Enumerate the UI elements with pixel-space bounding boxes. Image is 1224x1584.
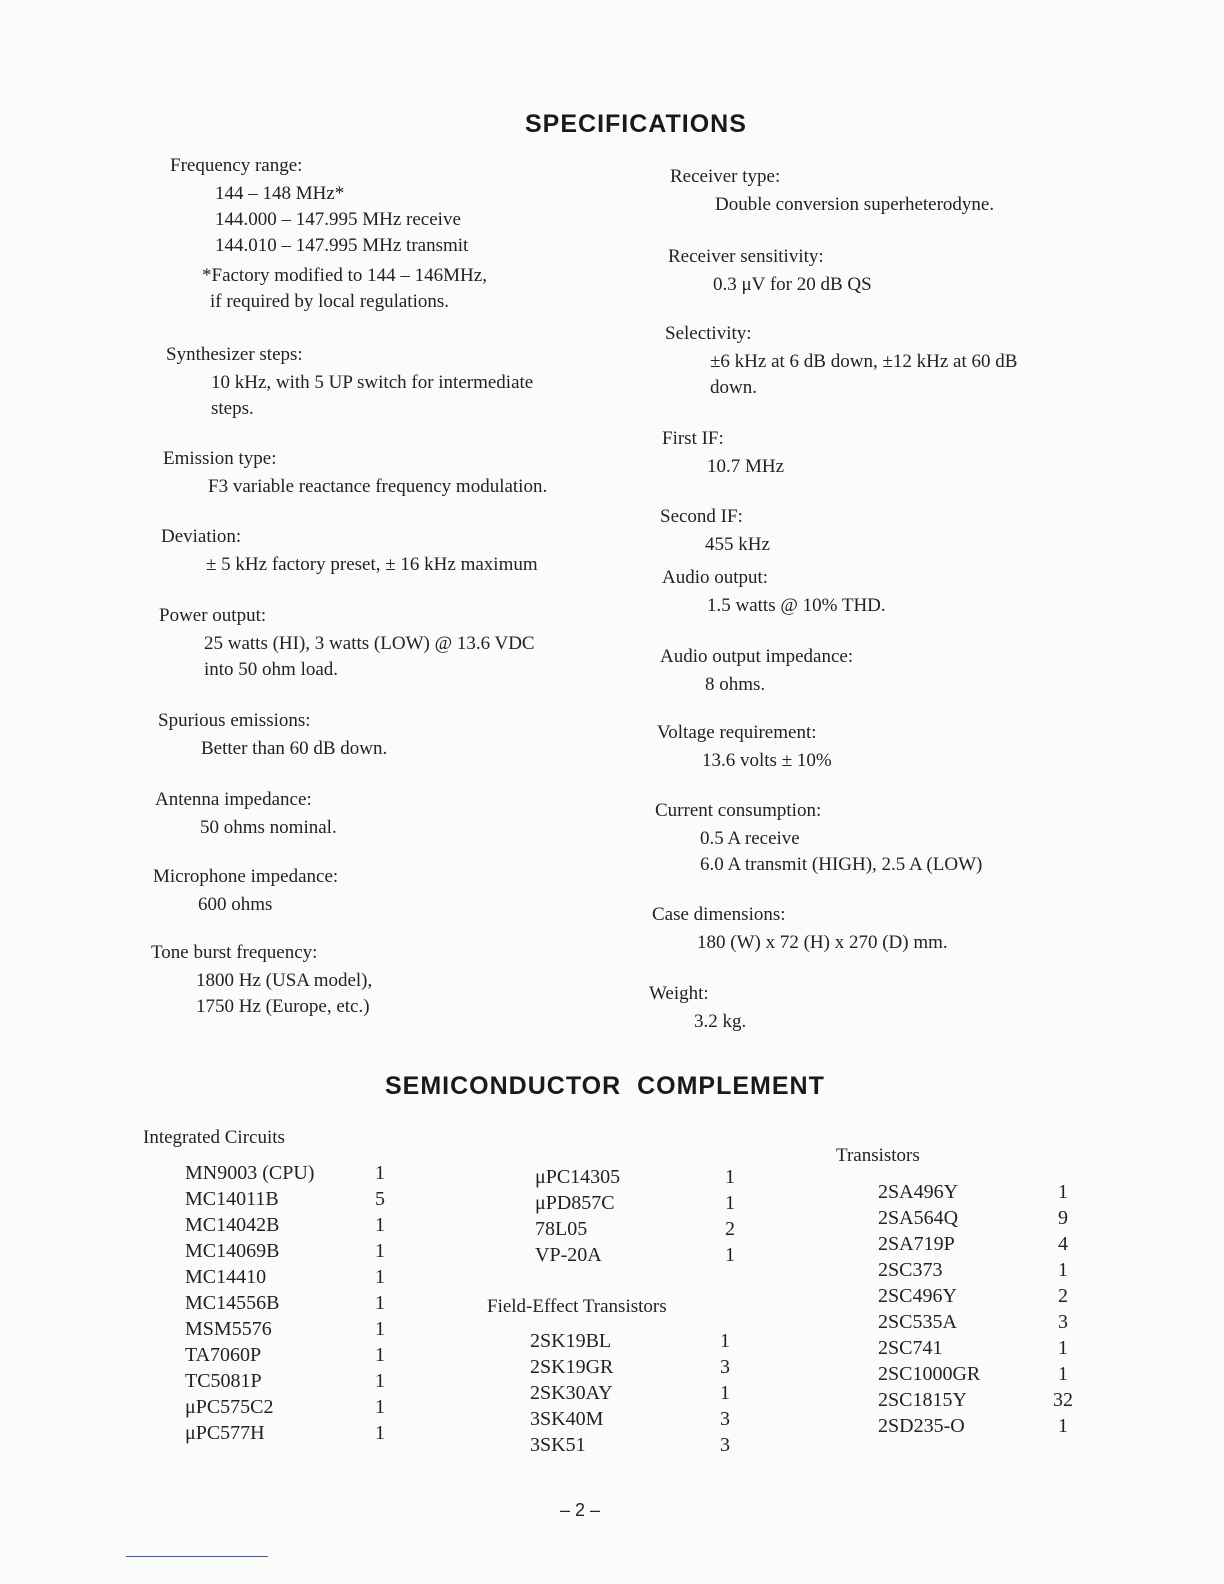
ic-list-2 [535,1164,735,1268]
list-item: 2SD235-O 1 [878,1415,1068,1437]
list-item: 2SC535A 3 [878,1311,1068,1333]
list-item: 2SA496Y 1 [878,1181,1068,1203]
spec-synthesizer-steps: Synthesizer steps: 10 kHz, with 5 UP switch for intermediate steps. [166,344,534,419]
list-item: 2SA564Q 9 [878,1207,1068,1229]
ic-list [185,1160,385,1446]
list-item: 3SK40M 3 [530,1408,730,1430]
list-item: 2SC1000GR 1 [878,1363,1068,1385]
spec-case-dimensions: Case dimensions: 180 (W) x 72 (H) x 270 (D) mm. [652,904,948,953]
list-item: MSM5576 1 [185,1318,385,1340]
semiconductor-title: SEMICONDUCTOR COMPLEMENT [385,1072,825,1100]
transistor-list [878,1179,1076,1439]
spec-power-output: Power output: 25 watts (HI), 3 watts (LOW) @ 13.6 VDC into 50 ohm load. [159,605,535,680]
list-item: VP-20A 1 [535,1244,735,1266]
list-item: 2SC373 1 [878,1259,1068,1281]
page-number: – 2 – [560,1500,601,1520]
list-item: μPC577H 1 [185,1422,385,1444]
footer-rule [126,1556,268,1557]
spec-voltage-requirement: Voltage requirement: 13.6 volts ± 10% [657,722,832,771]
list-item: 2SK30AY 1 [530,1382,730,1404]
spec-frequency-range: Frequency range: 144 – 148 MHz* 144.000 – 147.995 MHz receive 144.010 – 147.995 MHz transmit *Factory modified to 144 – 146MHz, if required by local regulations. [170,155,487,312]
spec-tone-burst: Tone burst frequency: 1800 Hz (USA model), 1750 Hz (Europe, etc.) [151,942,373,1017]
specifications-title: SPECIFICATIONS [525,110,747,138]
list-item: μPC575C2 1 [185,1396,385,1418]
list-item: TC5081P 1 [185,1370,385,1392]
ic-group-label: Integrated Circuits [143,1127,285,1148]
list-item: TA7060P 1 [185,1344,385,1366]
list-item: MC14069B 1 [185,1240,385,1262]
list-item: 2SA719P 4 [878,1233,1068,1255]
list-item: μPC14305 1 [535,1166,735,1188]
spec-audio-output: Audio output: 1.5 watts @ 10% THD. [662,567,886,616]
list-item: 2SK19GR 3 [530,1356,730,1378]
transistor-group-label: Transistors [836,1145,920,1166]
fet-group-label: Field-Effect Transistors [487,1296,667,1317]
list-item: MC14042B 1 [185,1214,385,1236]
list-item: 3SK51 3 [530,1434,730,1456]
fet-list [530,1328,730,1458]
spec-deviation: Deviation: ± 5 kHz factory preset, ± 16 kHz maximum [161,526,538,575]
list-item: μPD857C 1 [535,1192,735,1214]
spec-selectivity: Selectivity: ±6 kHz at 6 dB down, ±12 kHz at 60 dB down. [665,323,1018,398]
spec-antenna-impedance: Antenna impedance: 50 ohms nominal. [155,789,337,838]
list-item: 2SC496Y 2 [878,1285,1068,1307]
list-item: 2SC1815Y 32 [878,1389,1073,1411]
list-item: 2SC741 1 [878,1337,1068,1359]
spec-receiver-type: Receiver type: Double conversion superheterodyne. [670,166,995,215]
list-item: MN9003 (CPU) 1 [185,1162,385,1184]
spec-audio-output-impedance: Audio output impedance: 8 ohms. [660,646,854,695]
spec-microphone-impedance: Microphone impedance: 600 ohms [153,866,339,915]
spec-first-if: First IF: 10.7 MHz [662,428,785,477]
list-item: MC14410 1 [185,1266,385,1288]
list-item: MC14556B 1 [185,1292,385,1314]
spec-receiver-sensitivity: Receiver sensitivity: 0.3 μV for 20 dB QS [668,246,872,295]
list-item: MC14011B 5 [185,1188,385,1210]
list-item: 2SK19BL 1 [530,1330,730,1352]
list-item: 78L05 2 [535,1218,735,1240]
spec-emission-type: Emission type: F3 variable reactance frequency modulation. [163,448,548,497]
spec-spurious-emissions: Spurious emissions: Better than 60 dB down. [158,710,388,759]
spec-weight: Weight: 3.2 kg. [649,983,747,1032]
spec-current-consumption: Current consumption: 0.5 A receive 6.0 A transmit (HIGH), 2.5 A (LOW) [655,800,983,875]
spec-second-if: Second IF: 455 kHz [660,506,770,555]
